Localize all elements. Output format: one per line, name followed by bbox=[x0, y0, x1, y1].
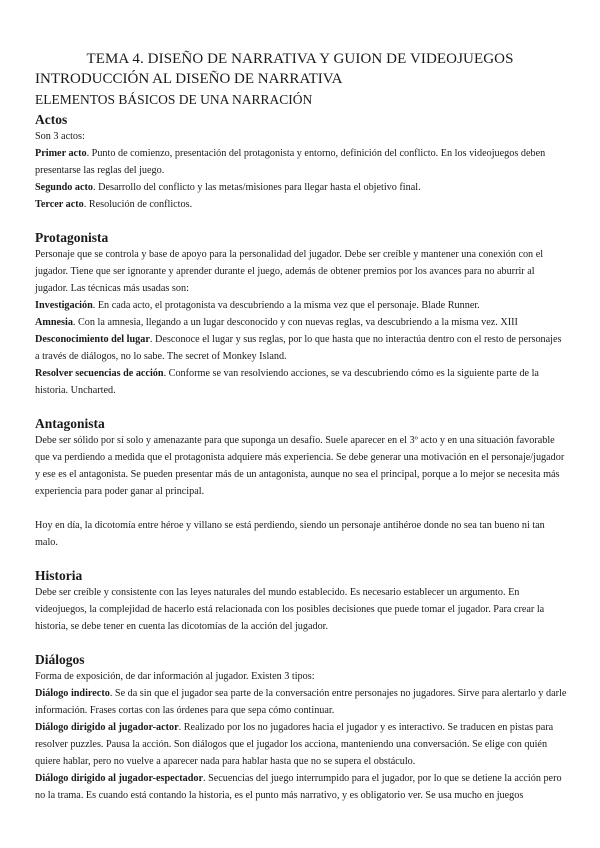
protagonista-item bbox=[35, 297, 567, 314]
dialogos-intro: Forma de exposición, de dar información al jugador. Existen 3 tipos: bbox=[35, 671, 315, 682]
item-text: . Realizado por los no jugadores hacia el jugador y es interactivo. Se traducen en pistas para resolver puzzles. Pausa la acción. Son diálogos que el jugador los acciona, manteniendo una conversación. Se elige con quién quiere hablar, pero no vuelve a aparecer nada para hablar hasta que no se supera el obstáculo. bbox=[35, 722, 554, 767]
item-text: . En cada acto, el protagonista va descubriendo a la misma vez que el personaje. Blade Runner. bbox=[92, 300, 480, 311]
actos-item bbox=[35, 179, 567, 196]
item-term: Primer acto bbox=[35, 148, 87, 159]
section-heading-actos: Actos bbox=[35, 112, 68, 127]
item-term: Desconocimiento del lugar bbox=[35, 334, 150, 345]
document-title: TEMA 4. DISEÑO DE NARRATIVA Y GUION DE VIDEOJUEGOS bbox=[86, 51, 514, 67]
section-heading-dialogos: Diálogos bbox=[35, 652, 85, 667]
item-text: . Con la amnesia, llegando a un lugar desconocido y con nuevas reglas, va descubriendo a la misma vez. XIII bbox=[72, 317, 518, 328]
item-text: . Resolución de conflictos. bbox=[83, 199, 193, 210]
item-term: Diálogo dirigido al jugador-actor bbox=[35, 722, 179, 733]
item-term: Tercer acto bbox=[35, 199, 84, 210]
item-term: Diálogo dirigido al jugador-espectador bbox=[35, 773, 203, 784]
protagonista-item bbox=[35, 365, 567, 399]
document-body bbox=[35, 111, 567, 804]
item-text: . Se da sin que el jugador sea parte de la conversación entre personajes no jugadores. Sirve para alertarlo y darle información. Frases cortas con las órdenes para que sepa cómo continuar. bbox=[35, 688, 567, 716]
actos-item bbox=[35, 196, 567, 213]
item-term: Resolver secuencias de acción bbox=[35, 368, 164, 379]
intro-heading: INTRODUCCIÓN AL DISEÑO DE NARRATIVA bbox=[35, 71, 343, 87]
protagonista-item bbox=[35, 314, 567, 331]
item-text: . Conforme se van resolviendo acciones, se va descubriendo cómo es la siguiente parte de la historia. Uncharted. bbox=[35, 368, 539, 396]
dialogos-item bbox=[35, 770, 567, 804]
historia-paragraph: Debe ser creíble y consistente con las leyes naturales del mundo establecido. Es necesario establecer un argumento. En videojuegos, la complejidad de hacerlo está relacionada con los posibles decisiones que puede tomar el jugador. Para crear la historia, se debe tener en cuenta las dicotomías de la acción del jugador. bbox=[35, 587, 545, 632]
dialogos-item bbox=[35, 685, 567, 719]
item-text: . Punto de comienzo, presentación del protagonista y entorno, definición del conflicto. En los videojuegos deben presentarse las reglas del juego. bbox=[35, 148, 546, 176]
item-text: . Desarrollo del conflicto y las metas/misiones para llegar hasta el objetivo final. bbox=[93, 182, 421, 193]
protagonista-intro: Personaje que se controla y base de apoyo para la personalidad del jugador. Debe ser creíble y mantener una conexión con el jugador. Tiene que ser ignorante y aprender durante el juego, además de obtener premios por los avances para no aburrir al jugador. Las técnicas más usadas son: bbox=[35, 249, 544, 294]
item-term: Investigación bbox=[35, 300, 93, 311]
protagonista-item bbox=[35, 331, 567, 365]
item-text: . Secuencias del juego interrumpido para el jugador, por lo que se detiene la acción pero no la trama. Es cuando está contando la historia, es el punto más narrativo, y es obligatorio ver. Se usa mucho en juegos bbox=[35, 773, 562, 801]
actos-intro: Son 3 actos: bbox=[35, 131, 85, 142]
item-term: Diálogo indirecto bbox=[35, 688, 110, 699]
item-text: . Desconoce el lugar y sus reglas, por lo que hasta que no interactúa dentro con el resto de personajes a través de diálogos, no lo sabe. The secret of Monkey Island. bbox=[35, 334, 562, 362]
section-heading-antagonista: Antagonista bbox=[35, 416, 105, 431]
antagonista-paragraph: Hoy en día, la dicotomía entre héroe y villano se está perdiendo, siendo un personaje antihéroe donde no sea tan bueno ni tan malo. bbox=[35, 520, 545, 548]
elements-heading: ELEMENTOS BÁSICOS DE UNA NARRACIÓN bbox=[35, 92, 313, 107]
section-heading-protagonista: Protagonista bbox=[35, 230, 109, 245]
section-heading-historia: Historia bbox=[35, 568, 83, 583]
antagonista-paragraph: Debe ser sólido por sí solo y amenazante para que suponga un desafío. Suele aparecer en el 3º acto y en una situación favorable que va perdiendo a medida que el protagonista adquiere más experiencia. Se debe generar una motivación en el personaje/jugador y ese es el antagonista. Se pueden presentar más de un antagonista, aunque no sea el principal, porque a lo mejor se necesita más experiencia para poder ganar al principal. bbox=[35, 435, 565, 497]
item-term: Amnesia bbox=[35, 317, 73, 328]
dialogos-item bbox=[35, 719, 567, 770]
actos-item bbox=[35, 145, 567, 179]
item-term: Segundo acto bbox=[35, 182, 94, 193]
